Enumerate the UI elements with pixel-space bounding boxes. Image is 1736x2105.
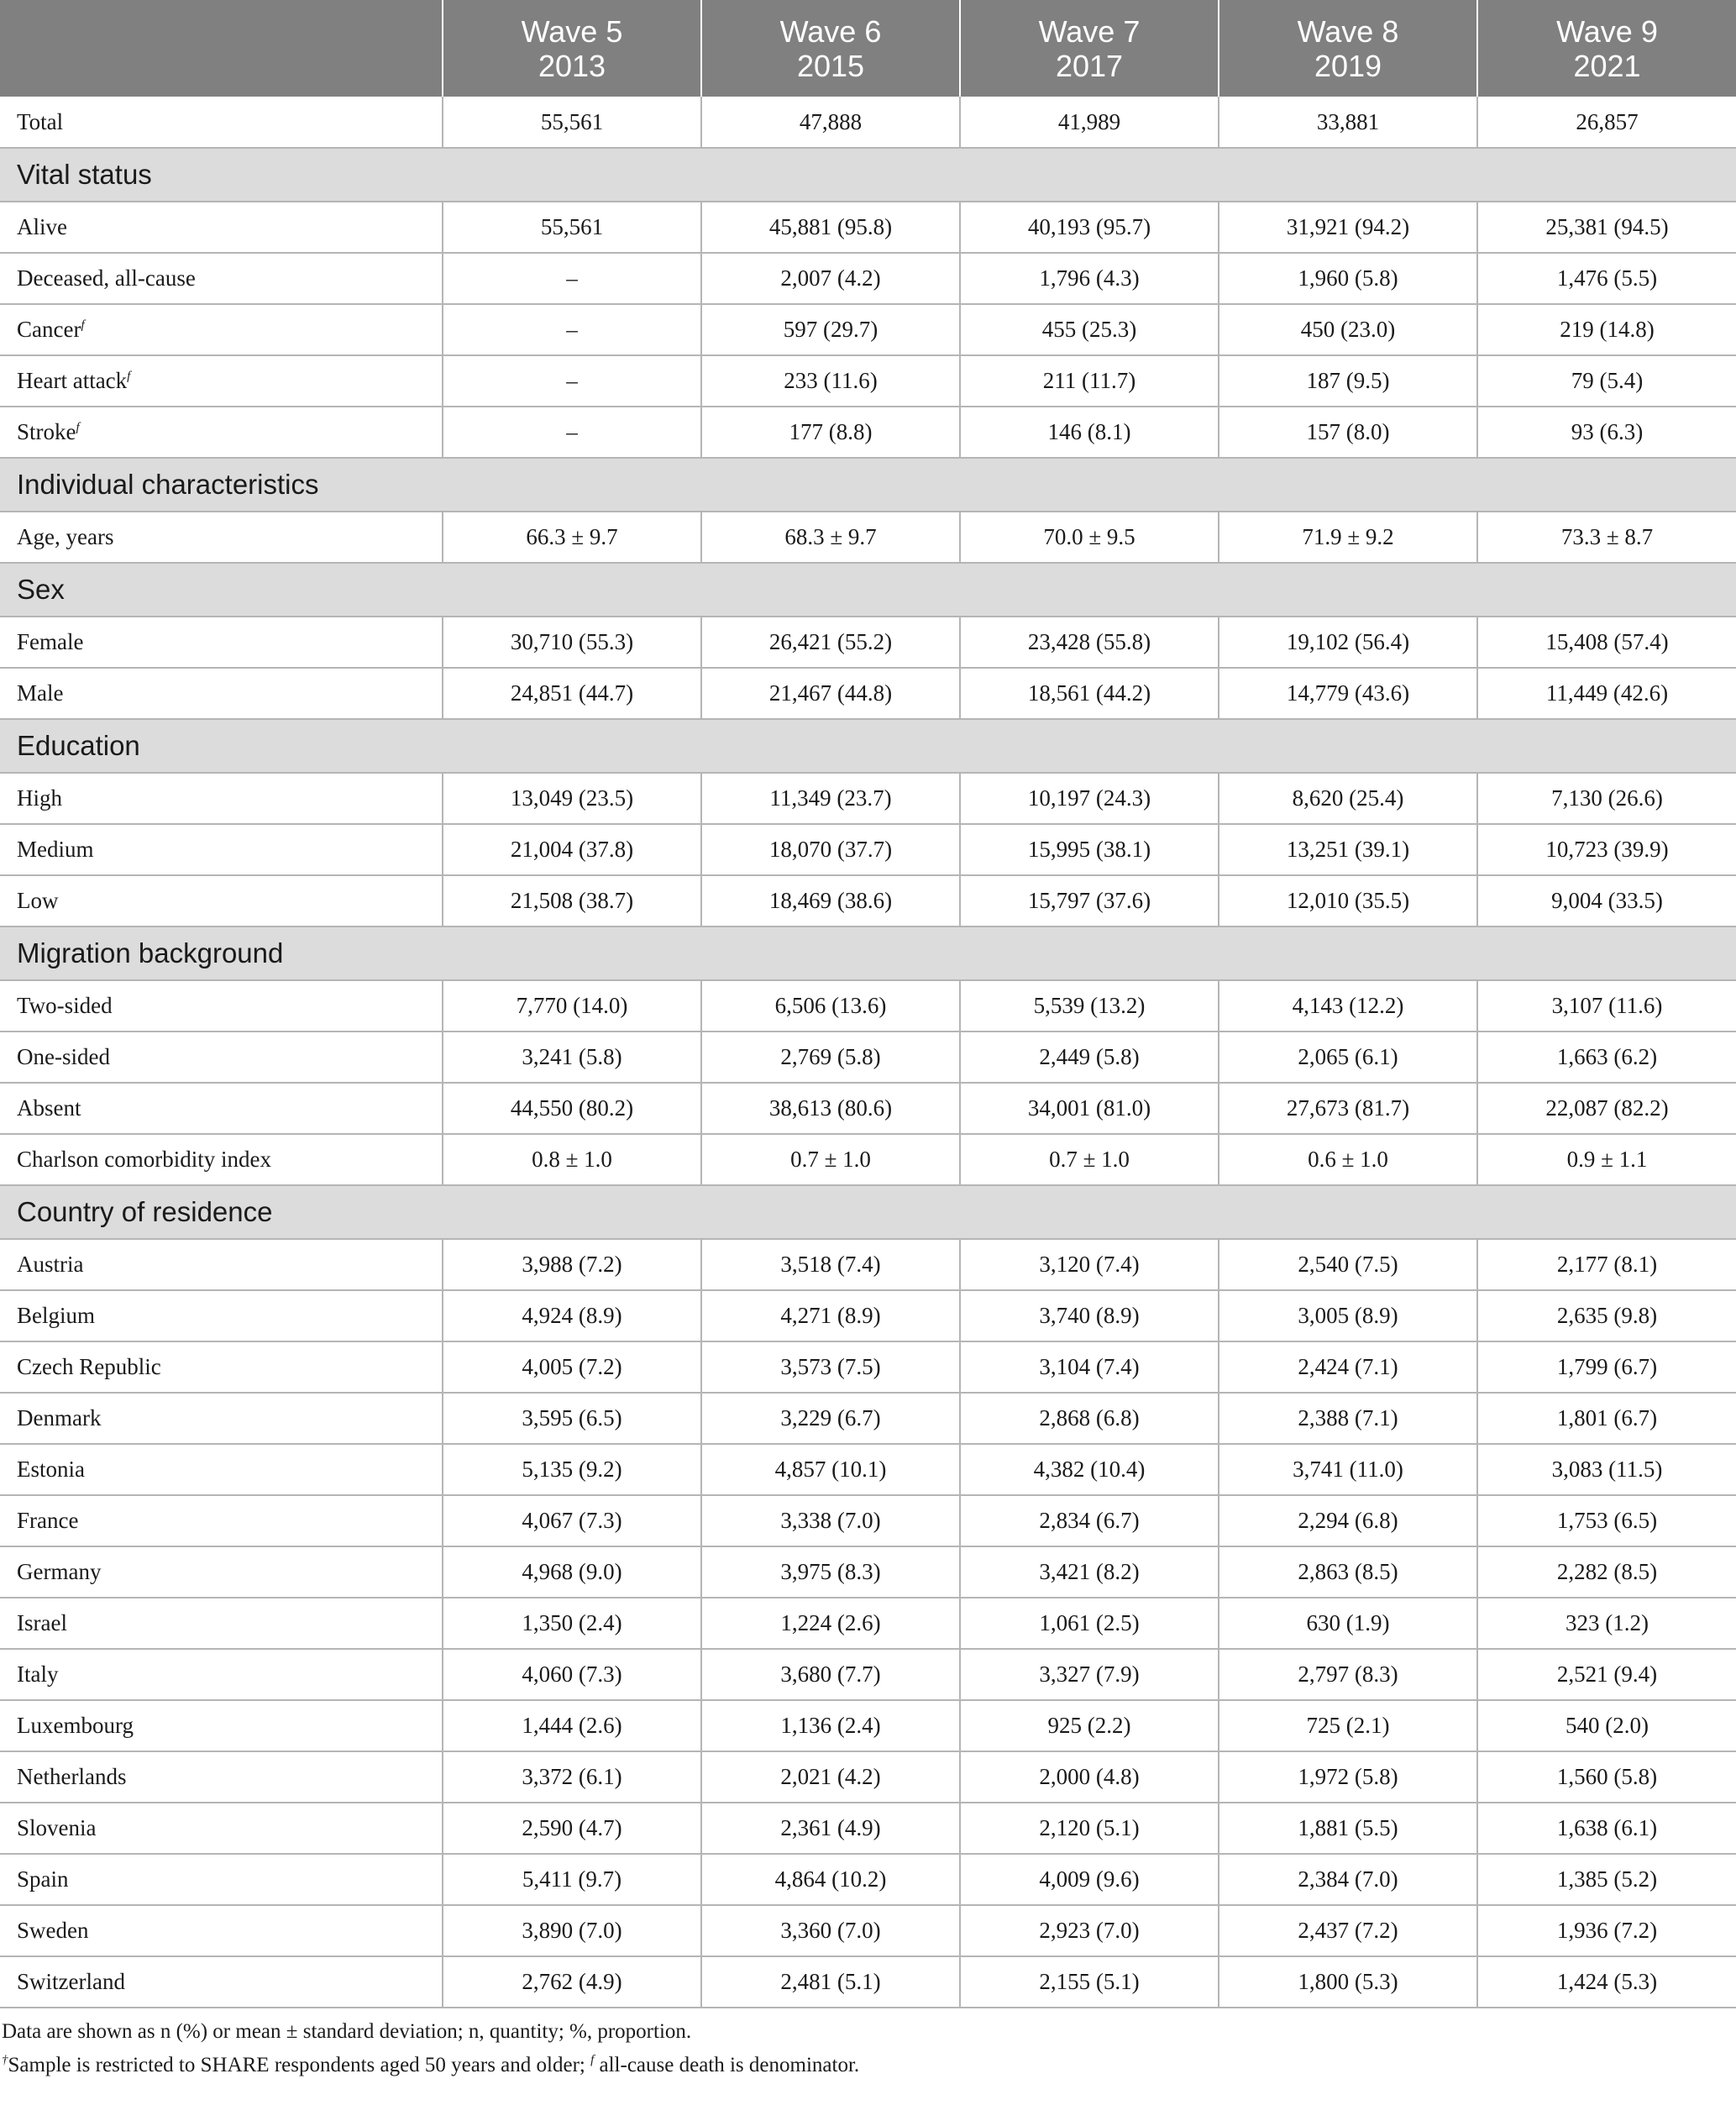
table-cell: 5,411 (9.7) <box>443 1854 701 1905</box>
table-cell: 219 (14.8) <box>1477 304 1736 355</box>
table-cell: 0.9 ± 1.1 <box>1477 1134 1736 1185</box>
table-cell: 2,797 (8.3) <box>1219 1649 1477 1700</box>
table-row <box>0 824 1736 875</box>
table-row <box>0 202 1736 253</box>
row-label <box>0 1546 443 1598</box>
table-row <box>0 1290 1736 1341</box>
table-cell: 3,988 (7.2) <box>443 1239 701 1290</box>
header-wave-label: Wave 7 <box>1038 13 1141 49</box>
table-cell: 157 (8.0) <box>1219 407 1477 458</box>
table-row <box>0 1239 1736 1290</box>
table-cell: 33,881 <box>1219 97 1477 148</box>
table-cell: 4,857 (10.1) <box>701 1444 960 1495</box>
table-cell: 93 (6.3) <box>1477 407 1736 458</box>
table-cell: 725 (2.1) <box>1219 1700 1477 1751</box>
table-cell: 2,021 (4.2) <box>701 1751 960 1803</box>
table-cell: 3,360 (7.0) <box>701 1905 960 1956</box>
table-cell: 14,779 (43.6) <box>1219 668 1477 719</box>
row-label-text: Medium <box>17 837 94 862</box>
table-cell: 2,007 (4.2) <box>701 253 960 304</box>
header-year-label: 2017 <box>1055 48 1124 83</box>
table-cell: 7,130 (26.6) <box>1477 773 1736 824</box>
table-row <box>0 1444 1736 1495</box>
table-cell: 2,481 (5.1) <box>701 1956 960 2008</box>
table-cell: 455 (25.3) <box>960 304 1219 355</box>
table-cell: 1,560 (5.8) <box>1477 1751 1736 1803</box>
table-cell: 13,049 (23.5) <box>443 773 701 824</box>
table-cell: 2,065 (6.1) <box>1219 1032 1477 1083</box>
row-label-text: Israel <box>17 1610 67 1635</box>
table-cell: 2,177 (8.1) <box>1477 1239 1736 1290</box>
table-cell: 21,467 (44.8) <box>701 668 960 719</box>
table-cell: 1,800 (5.3) <box>1219 1956 1477 2008</box>
table-cell: 2,388 (7.1) <box>1219 1393 1477 1444</box>
table-cell: 3,241 (5.8) <box>443 1032 701 1083</box>
table-cell: 1,385 (5.2) <box>1477 1854 1736 1905</box>
table-cell: 34,001 (81.0) <box>960 1083 1219 1134</box>
table-row <box>0 1956 1736 2008</box>
section-label: Vital status <box>0 148 1736 202</box>
table-cell: 38,613 (80.6) <box>701 1083 960 1134</box>
row-label-text: Low <box>17 888 59 913</box>
table-cell: 22,087 (82.2) <box>1477 1083 1736 1134</box>
section-header-row <box>0 1185 1736 1239</box>
table-cell: 55,561 <box>443 97 701 148</box>
row-label <box>0 304 443 355</box>
table-cell: 0.7 ± 1.0 <box>701 1134 960 1185</box>
row-label <box>0 1956 443 2008</box>
table-cell: 3,741 (11.0) <box>1219 1444 1477 1495</box>
table-cell: 597 (29.7) <box>701 304 960 355</box>
table-cell: 0.6 ± 1.0 <box>1219 1134 1477 1185</box>
table-cell: 3,740 (8.9) <box>960 1290 1219 1341</box>
row-label <box>0 1239 443 1290</box>
row-label-text: Alive <box>17 214 67 239</box>
table-cell: 55,561 <box>443 202 701 253</box>
table-cell: 3,083 (11.5) <box>1477 1444 1736 1495</box>
footnote-mark: f <box>127 370 131 383</box>
table-cell: 10,723 (39.9) <box>1477 824 1736 875</box>
table-cell: 27,673 (81.7) <box>1219 1083 1477 1134</box>
table-cell: 15,408 (57.4) <box>1477 617 1736 668</box>
table-cell: 4,005 (7.2) <box>443 1341 701 1393</box>
table-cell: 7,770 (14.0) <box>443 980 701 1032</box>
row-label <box>0 1290 443 1341</box>
table-cell: 15,995 (38.1) <box>960 824 1219 875</box>
row-label-text: Male <box>17 680 64 706</box>
table-cell: 4,067 (7.3) <box>443 1495 701 1546</box>
row-label-text: Total <box>17 108 64 134</box>
row-label <box>0 824 443 875</box>
table-header <box>0 0 1736 97</box>
section-header-row <box>0 458 1736 512</box>
table-cell: 2,361 (4.9) <box>701 1803 960 1854</box>
table-row <box>0 1700 1736 1751</box>
table-cell: 146 (8.1) <box>960 407 1219 458</box>
table-cell: 2,437 (7.2) <box>1219 1905 1477 1956</box>
row-label-text: High <box>17 785 62 811</box>
table-cell: 19,102 (56.4) <box>1219 617 1477 668</box>
header-wave-label: Wave 9 <box>1556 13 1658 49</box>
table-cell: 4,968 (9.0) <box>443 1546 701 1598</box>
table-cell: 3,518 (7.4) <box>701 1239 960 1290</box>
row-label-text: Austria <box>17 1252 84 1277</box>
table-cell: 2,834 (6.7) <box>960 1495 1219 1546</box>
table-row <box>0 668 1736 719</box>
table-cell: 1,224 (2.6) <box>701 1598 960 1649</box>
table-row <box>0 1393 1736 1444</box>
row-label-text: Female <box>17 629 84 654</box>
table-cell: 45,881 (95.8) <box>701 202 960 253</box>
table-row <box>0 875 1736 927</box>
table-cell: 1,136 (2.4) <box>701 1700 960 1751</box>
table-row <box>0 1598 1736 1649</box>
header-wave-2 <box>701 0 960 97</box>
table-cell: 4,382 (10.4) <box>960 1444 1219 1495</box>
table-cell: 3,890 (7.0) <box>443 1905 701 1956</box>
row-label-text: Charlson comorbidity index <box>17 1147 271 1172</box>
table-cell: 70.0 ± 9.5 <box>960 512 1219 563</box>
section-label: Country of residence <box>0 1185 1736 1239</box>
table-cell: 12,010 (35.5) <box>1219 875 1477 927</box>
row-label <box>0 668 443 719</box>
table-cell: 1,796 (4.3) <box>960 253 1219 304</box>
table-cell: 2,294 (6.8) <box>1219 1495 1477 1546</box>
row-label <box>0 875 443 927</box>
header-wave-4 <box>1219 0 1477 97</box>
footnote-sample-text: Sample is restricted to SHARE respondents aged 50 years and older; <box>8 2054 591 2076</box>
row-label <box>0 1495 443 1546</box>
row-label <box>0 617 443 668</box>
table-cell: 1,424 (5.3) <box>1477 1956 1736 2008</box>
row-label <box>0 1905 443 1956</box>
table-cell: – <box>443 253 701 304</box>
section-label: Migration background <box>0 927 1736 980</box>
footnote-mark: f <box>76 421 80 434</box>
table-cell: 2,923 (7.0) <box>960 1905 1219 1956</box>
table-cell: 187 (9.5) <box>1219 355 1477 407</box>
footnote-data-format: Data are shown as n (%) or mean ± standard deviation; n, quantity; %, proportion. <box>2 2020 692 2043</box>
table-cell: 450 (23.0) <box>1219 304 1477 355</box>
row-label-text: Switzerland <box>17 1969 125 1994</box>
table-row <box>0 1032 1736 1083</box>
row-label <box>0 1032 443 1083</box>
row-label <box>0 1649 443 1700</box>
row-label <box>0 1751 443 1803</box>
row-label <box>0 97 443 148</box>
table-cell: 1,638 (6.1) <box>1477 1803 1736 1854</box>
table-cell: 23,428 (55.8) <box>960 617 1219 668</box>
table-cell: 18,561 (44.2) <box>960 668 1219 719</box>
row-label-text: Belgium <box>17 1303 95 1328</box>
table-cell: 3,327 (7.9) <box>960 1649 1219 1700</box>
table-cell: 3,338 (7.0) <box>701 1495 960 1546</box>
table-cell: 21,508 (38.7) <box>443 875 701 927</box>
f-mark: f <box>590 2053 595 2067</box>
row-label <box>0 253 443 304</box>
header-wave-3 <box>960 0 1219 97</box>
row-label-text: Spain <box>17 1866 69 1892</box>
table-cell: 26,421 (55.2) <box>701 617 960 668</box>
table-cell: – <box>443 407 701 458</box>
table-cell: 11,349 (23.7) <box>701 773 960 824</box>
header-blank-cell <box>0 0 443 97</box>
table-cell: 1,663 (6.2) <box>1477 1032 1736 1083</box>
table-cell: 18,469 (38.6) <box>701 875 960 927</box>
table-cell: 4,009 (9.6) <box>960 1854 1219 1905</box>
table-row <box>0 1905 1736 1956</box>
table-cell: 73.3 ± 8.7 <box>1477 512 1736 563</box>
table-cell: 540 (2.0) <box>1477 1700 1736 1751</box>
table-cell: 3,229 (6.7) <box>701 1393 960 1444</box>
table-cell: 3,005 (8.9) <box>1219 1290 1477 1341</box>
table-cell: 1,881 (5.5) <box>1219 1803 1477 1854</box>
table-cell: 2,120 (5.1) <box>960 1803 1219 1854</box>
table-cell: 21,004 (37.8) <box>443 824 701 875</box>
row-label <box>0 1700 443 1751</box>
table-row <box>0 1649 1736 1700</box>
table-cell: 41,989 <box>960 97 1219 148</box>
table-cell: 2,521 (9.4) <box>1477 1649 1736 1700</box>
table-cell: 26,857 <box>1477 97 1736 148</box>
section-label: Education <box>0 719 1736 773</box>
table-cell: 5,539 (13.2) <box>960 980 1219 1032</box>
row-label-text: Germany <box>17 1559 102 1584</box>
row-label <box>0 355 443 407</box>
table-cell: 47,888 <box>701 97 960 148</box>
table-cell: 1,753 (6.5) <box>1477 1495 1736 1546</box>
row-label-text: Heart attack <box>17 368 128 393</box>
footnote-denominator-text: all-cause death is denominator. <box>594 2054 860 2076</box>
table-cell: 9,004 (33.5) <box>1477 875 1736 927</box>
table-cell: 1,801 (6.7) <box>1477 1393 1736 1444</box>
table-cell: 177 (8.8) <box>701 407 960 458</box>
table-cell: 3,680 (7.7) <box>701 1649 960 1700</box>
table-cell: 11,449 (42.6) <box>1477 668 1736 719</box>
table-row <box>0 980 1736 1032</box>
table-cell: 0.8 ± 1.0 <box>443 1134 701 1185</box>
table-row <box>0 97 1736 148</box>
row-label-text: Italy <box>17 1661 59 1687</box>
row-label-text: France <box>17 1508 79 1533</box>
table-cell: 1,799 (6.7) <box>1477 1341 1736 1393</box>
table-cell: 1,476 (5.5) <box>1477 253 1736 304</box>
row-label <box>0 980 443 1032</box>
table-cell: 25,381 (94.5) <box>1477 202 1736 253</box>
table-row <box>0 407 1736 458</box>
table-row <box>0 773 1736 824</box>
table-cell: 3,573 (7.5) <box>701 1341 960 1393</box>
table-cell: 10,197 (24.3) <box>960 773 1219 824</box>
table-footnotes <box>0 2015 1736 2082</box>
header-wave-1 <box>443 0 701 97</box>
row-label <box>0 1598 443 1649</box>
table-body <box>0 97 1736 2008</box>
table-row <box>0 1546 1736 1598</box>
row-label-text: Netherlands <box>17 1764 127 1789</box>
table-cell: 44,550 (80.2) <box>443 1083 701 1134</box>
table-cell: 2,590 (4.7) <box>443 1803 701 1854</box>
header-year-label: 2015 <box>796 48 865 83</box>
table-row <box>0 1134 1736 1185</box>
table-row <box>0 1803 1736 1854</box>
header-row <box>0 0 1736 97</box>
row-label-text: Luxembourg <box>17 1713 134 1738</box>
table-row <box>0 1495 1736 1546</box>
table-cell: 2,155 (5.1) <box>960 1956 1219 2008</box>
table-cell: 1,444 (2.6) <box>443 1700 701 1751</box>
section-header-row <box>0 927 1736 980</box>
table-row <box>0 1751 1736 1803</box>
table-cell: 1,350 (2.4) <box>443 1598 701 1649</box>
table-row <box>0 355 1736 407</box>
table-cell: 2,769 (5.8) <box>701 1032 960 1083</box>
table-cell: 2,868 (6.8) <box>960 1393 1219 1444</box>
table-cell: 2,762 (4.9) <box>443 1956 701 2008</box>
table-cell: 4,060 (7.3) <box>443 1649 701 1700</box>
table-cell: 211 (11.7) <box>960 355 1219 407</box>
row-label <box>0 773 443 824</box>
table-cell: 2,282 (8.5) <box>1477 1546 1736 1598</box>
dagger-mark: † <box>2 2053 8 2067</box>
table-cell: 323 (1.2) <box>1477 1598 1736 1649</box>
table-cell: 3,421 (8.2) <box>960 1546 1219 1598</box>
table-cell: 31,921 (94.2) <box>1219 202 1477 253</box>
row-label-text: One-sided <box>17 1044 110 1069</box>
table-cell: 6,506 (13.6) <box>701 980 960 1032</box>
table-cell: 2,863 (8.5) <box>1219 1546 1477 1598</box>
section-label: Sex <box>0 563 1736 617</box>
table-row <box>0 304 1736 355</box>
table-cell: 66.3 ± 9.7 <box>443 512 701 563</box>
row-label <box>0 1803 443 1854</box>
footnote-mark: f <box>81 318 85 332</box>
table-cell: 30,710 (55.3) <box>443 617 701 668</box>
table-row <box>0 1341 1736 1393</box>
table-cell: 233 (11.6) <box>701 355 960 407</box>
table-cell: 4,143 (12.2) <box>1219 980 1477 1032</box>
header-wave-label: Wave 6 <box>779 13 882 49</box>
table-row <box>0 253 1736 304</box>
table-row <box>0 512 1736 563</box>
table-cell: 79 (5.4) <box>1477 355 1736 407</box>
table-cell: 3,104 (7.4) <box>960 1341 1219 1393</box>
table-cell: 0.7 ± 1.0 <box>960 1134 1219 1185</box>
row-label-text: Estonia <box>17 1457 85 1482</box>
row-label <box>0 1134 443 1185</box>
row-label <box>0 1854 443 1905</box>
section-label: Individual characteristics <box>0 458 1736 512</box>
table-cell: 3,120 (7.4) <box>960 1239 1219 1290</box>
table-cell: 2,000 (4.8) <box>960 1751 1219 1803</box>
row-label-text: Age, years <box>17 524 114 549</box>
table-cell: 925 (2.2) <box>960 1700 1219 1751</box>
table-cell: 2,635 (9.8) <box>1477 1290 1736 1341</box>
table-cell: 630 (1.9) <box>1219 1598 1477 1649</box>
row-label <box>0 1444 443 1495</box>
row-label-text: Sweden <box>17 1918 89 1943</box>
table-cell: 1,936 (7.2) <box>1477 1905 1736 1956</box>
table-cell: 2,424 (7.1) <box>1219 1341 1477 1393</box>
row-label-text: Stroke <box>17 419 76 444</box>
table-cell: 18,070 (37.7) <box>701 824 960 875</box>
table-cell: 4,271 (8.9) <box>701 1290 960 1341</box>
row-label <box>0 1393 443 1444</box>
table-cell: 1,061 (2.5) <box>960 1598 1219 1649</box>
table-cell: 1,972 (5.8) <box>1219 1751 1477 1803</box>
table-cell: 3,975 (8.3) <box>701 1546 960 1598</box>
footnote-sample <box>0 2049 1736 2082</box>
table-cell: – <box>443 304 701 355</box>
table-cell: 3,107 (11.6) <box>1477 980 1736 1032</box>
table-cell: – <box>443 355 701 407</box>
header-wave-5 <box>1477 0 1736 97</box>
row-label <box>0 202 443 253</box>
table-cell: 71.9 ± 9.2 <box>1219 512 1477 563</box>
table-cell: 24,851 (44.7) <box>443 668 701 719</box>
table-cell: 2,449 (5.8) <box>960 1032 1219 1083</box>
table-row <box>0 1083 1736 1134</box>
table-cell: 2,540 (7.5) <box>1219 1239 1477 1290</box>
table-cell: 2,384 (7.0) <box>1219 1854 1477 1905</box>
section-header-row <box>0 719 1736 773</box>
row-label-text: Cancer <box>17 317 81 342</box>
table-cell: 13,251 (39.1) <box>1219 824 1477 875</box>
row-label <box>0 512 443 563</box>
row-label-text: Czech Republic <box>17 1354 161 1379</box>
table-cell: 3,595 (6.5) <box>443 1393 701 1444</box>
table-cell: 68.3 ± 9.7 <box>701 512 960 563</box>
table-cell: 15,797 (37.6) <box>960 875 1219 927</box>
table-row <box>0 617 1736 668</box>
header-year-label: 2013 <box>538 48 606 83</box>
header-year-label: 2021 <box>1573 48 1641 83</box>
row-label <box>0 407 443 458</box>
row-label <box>0 1083 443 1134</box>
row-label-text: Denmark <box>17 1405 102 1430</box>
header-year-label: 2019 <box>1314 48 1382 83</box>
row-label-text: Absent <box>17 1095 81 1121</box>
header-wave-label: Wave 5 <box>521 13 623 49</box>
row-label <box>0 1341 443 1393</box>
table-cell: 4,864 (10.2) <box>701 1854 960 1905</box>
row-label-text: Deceased, all-cause <box>17 265 196 291</box>
table-cell: 40,193 (95.7) <box>960 202 1219 253</box>
section-header-row <box>0 563 1736 617</box>
table-row <box>0 1854 1736 1905</box>
table-cell: 5,135 (9.2) <box>443 1444 701 1495</box>
header-wave-label: Wave 8 <box>1297 13 1399 49</box>
table-cell: 3,372 (6.1) <box>443 1751 701 1803</box>
table-cell: 8,620 (25.4) <box>1219 773 1477 824</box>
row-label-text: Two-sided <box>17 993 113 1018</box>
section-header-row <box>0 148 1736 202</box>
table-cell: 4,924 (8.9) <box>443 1290 701 1341</box>
table-cell: 1,960 (5.8) <box>1219 253 1477 304</box>
row-label-text: Slovenia <box>17 1815 97 1840</box>
